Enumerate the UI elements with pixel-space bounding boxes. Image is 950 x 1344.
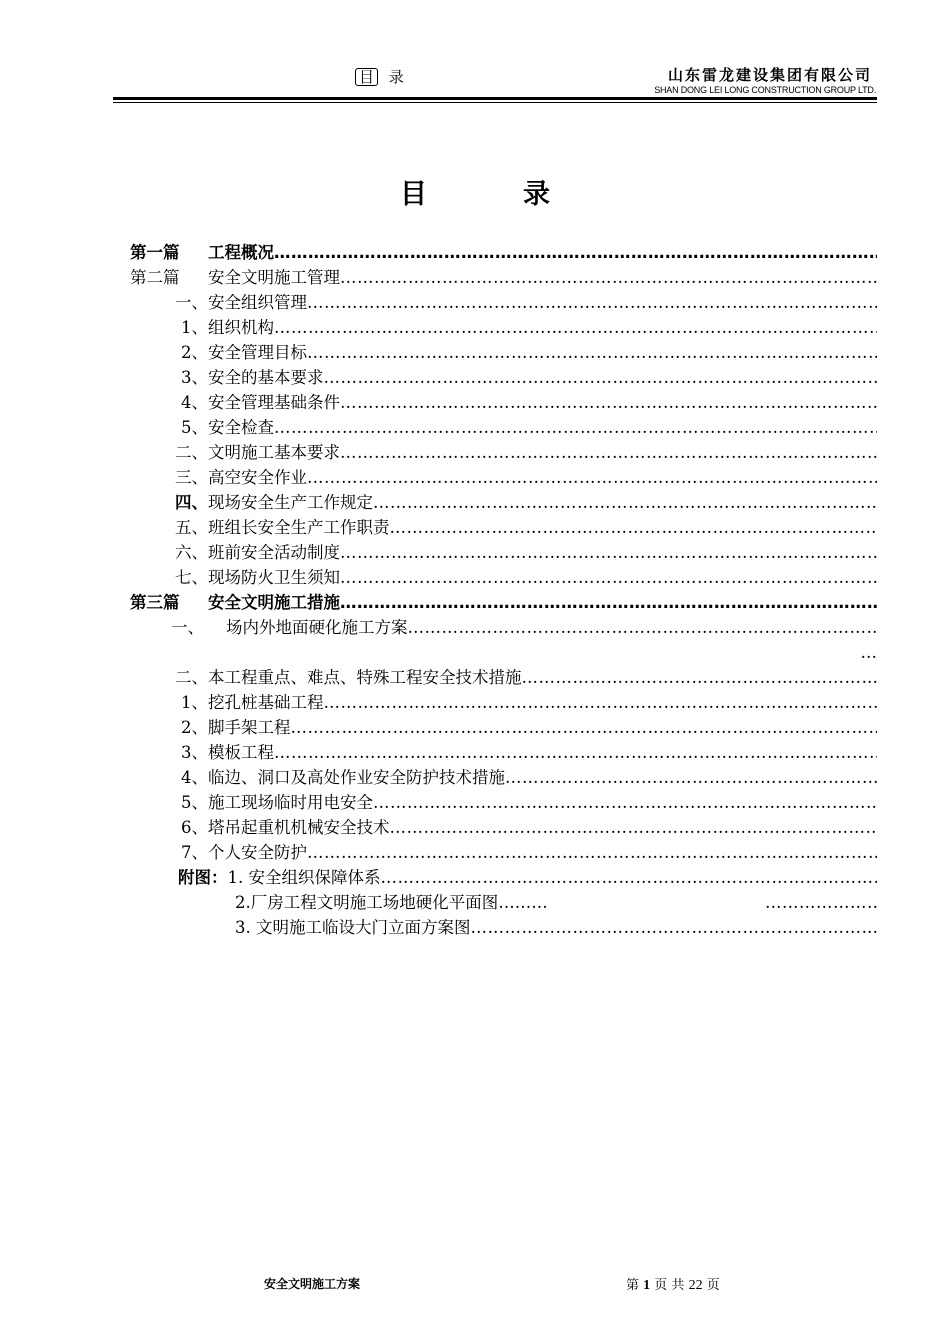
toc-leader	[274, 315, 877, 340]
toc-prefix: 7、	[181, 843, 208, 862]
toc-text: 组织机构	[208, 318, 274, 337]
page-title-char1: 目	[400, 179, 427, 210]
toc-text: 塔吊起重机机械安全技术	[208, 818, 390, 837]
toc-leader	[307, 340, 877, 365]
toc-text: 现场安全生产工作规定	[208, 493, 373, 512]
toc-prefix: 三、	[175, 468, 208, 487]
toc-leader	[324, 690, 878, 715]
toc-entry[interactable]	[130, 565, 877, 590]
table-of-contents	[130, 240, 877, 940]
toc-prefix: 附图：	[178, 868, 228, 887]
header-rule-thick	[113, 97, 877, 100]
toc-prefix: 二、	[175, 443, 208, 462]
toc-entry[interactable]	[130, 515, 877, 540]
toc-prefix: 2、	[181, 343, 208, 362]
toc-entry[interactable]	[130, 590, 877, 615]
footer-doc-name: 安全文明施工方案	[264, 1277, 361, 1291]
toc-text: 安全管理目标	[208, 343, 307, 362]
toc-entry[interactable]	[130, 665, 877, 690]
footer-page-mid: 页 共	[654, 1278, 685, 1293]
page-title-char2: 录	[523, 179, 550, 210]
toc-entry[interactable]	[130, 790, 877, 815]
page-title	[0, 172, 950, 211]
toc-entry[interactable]	[130, 715, 877, 740]
toc-leader	[373, 490, 877, 515]
toc-leader	[340, 265, 877, 290]
toc-leader	[390, 815, 878, 840]
toc-text: 挖孔桩基础工程	[208, 693, 324, 712]
toc-prefix: 1、	[181, 318, 208, 337]
toc-text: 现场防火卫生须知	[208, 568, 340, 587]
toc-prefix: 2、	[181, 718, 208, 737]
toc-entry[interactable]	[130, 865, 877, 890]
toc-text: 安全组织管理	[208, 293, 307, 312]
header-section-char2: 录	[388, 68, 410, 86]
toc-text: 工程概况	[208, 243, 274, 262]
toc-leader	[381, 865, 878, 890]
toc-text: 2.厂房工程文明施工场地硬化平面图	[235, 893, 499, 912]
toc-entry[interactable]	[130, 390, 877, 415]
toc-prefix: 1、	[181, 693, 208, 712]
header-section-char1: 目	[355, 68, 378, 86]
toc-entry[interactable]	[130, 315, 877, 340]
toc-entry[interactable]	[130, 765, 877, 790]
toc-text: 班前安全活动制度	[208, 543, 340, 562]
toc-prefix: 5、	[181, 793, 208, 812]
toc-prefix: 四、	[175, 493, 208, 512]
toc-leader	[340, 390, 877, 415]
toc-leader	[307, 290, 877, 315]
toc-leader	[340, 590, 877, 615]
toc-entry[interactable]	[130, 815, 877, 840]
toc-leader	[505, 765, 877, 790]
toc-entry[interactable]	[130, 740, 877, 765]
toc-prefix: 七、	[175, 568, 208, 587]
toc-prefix: 五、	[175, 518, 208, 537]
toc-prefix: 二、	[175, 668, 208, 687]
toc-leader	[765, 890, 877, 915]
toc-entry[interactable]	[130, 615, 877, 640]
toc-entry[interactable]	[130, 465, 877, 490]
toc-entry[interactable]	[130, 690, 877, 715]
toc-prefix: 3、	[181, 368, 208, 387]
toc-text: 高空安全作业	[208, 468, 307, 487]
toc-leader	[274, 740, 877, 765]
toc-leader	[522, 665, 878, 690]
toc-leader	[340, 565, 877, 590]
toc-text: 施工现场临时用电安全	[208, 793, 373, 812]
toc-entry[interactable]	[130, 890, 877, 915]
toc-entry[interactable]	[130, 840, 877, 865]
toc-entry[interactable]	[130, 915, 877, 940]
footer-page-number	[626, 1274, 720, 1294]
toc-prefix: 4、	[181, 768, 208, 787]
toc-text: 临边、洞口及高处作业安全防护技术措施	[208, 768, 505, 787]
toc-entry[interactable]	[130, 415, 877, 440]
toc-leader	[340, 440, 877, 465]
toc-entry[interactable]	[130, 290, 877, 315]
toc-text: 1. 安全组织保障体系	[227, 868, 381, 887]
toc-text: 安全文明施工管理	[208, 268, 340, 287]
toc-text: 安全的基本要求	[208, 368, 324, 387]
toc-text: 脚手架工程	[208, 718, 291, 737]
toc-text: 班组长安全生产工作职责	[208, 518, 390, 537]
toc-prefix: 一、	[175, 293, 208, 312]
toc-prefix: 4、	[181, 393, 208, 412]
toc-leader	[340, 540, 877, 565]
toc-entry[interactable]	[130, 365, 877, 390]
toc-text: 本工程重点、难点、特殊工程安全技术措施	[208, 668, 522, 687]
toc-prefix: 5、	[181, 418, 208, 437]
toc-text: 个人安全防护	[208, 843, 307, 862]
toc-prefix: 6、	[181, 818, 208, 837]
toc-prefix: 3、	[181, 743, 208, 762]
toc-prefix: 第二篇	[130, 268, 180, 287]
toc-text: 场内外地面硬化施工方案	[226, 618, 408, 637]
footer-page-prefix: 第	[626, 1278, 640, 1293]
toc-text: 安全管理基础条件	[208, 393, 340, 412]
toc-leader	[274, 240, 877, 265]
toc-continuation-dots: …	[860, 643, 877, 662]
toc-short-leader: ………	[498, 893, 548, 912]
toc-leader	[291, 715, 878, 740]
header-section-label	[355, 66, 410, 87]
footer-page-suffix: 页	[706, 1278, 720, 1293]
toc-continuation	[130, 640, 877, 665]
toc-prefix: 六、	[175, 543, 208, 562]
toc-text: 安全文明施工措施	[208, 593, 340, 612]
toc-prefix: 第三篇	[130, 593, 180, 612]
company-name-en: SHAN DONG LEI LONG CONSTRUCTION GROUP LTD.	[654, 85, 876, 95]
toc-leader	[390, 515, 878, 540]
toc-text: 文明施工基本要求	[208, 443, 340, 462]
toc-entry[interactable]	[130, 440, 877, 465]
toc-entry[interactable]	[130, 540, 877, 565]
header-rule-thin	[113, 102, 877, 103]
toc-prefix: 一、	[171, 618, 204, 637]
toc-text: 模板工程	[208, 743, 274, 762]
toc-text: 3. 文明施工临设大门立面方案图	[235, 918, 471, 937]
toc-prefix: 第一篇	[130, 243, 180, 262]
toc-leader	[274, 415, 877, 440]
toc-leader	[324, 365, 878, 390]
toc-leader	[373, 790, 877, 815]
toc-text: 安全检查	[208, 418, 274, 437]
toc-entry[interactable]	[130, 240, 877, 265]
toc-leader	[408, 615, 878, 640]
toc-leader	[471, 915, 878, 940]
toc-entry[interactable]	[130, 490, 877, 515]
company-name-cn: 山东雷龙建设集团有限公司	[667, 66, 872, 84]
toc-entry[interactable]	[130, 340, 877, 365]
toc-leader	[307, 840, 877, 865]
toc-entry[interactable]	[130, 265, 877, 290]
footer-page-total: 22	[688, 1278, 703, 1293]
footer-page-current: 1	[643, 1278, 651, 1293]
toc-leader	[307, 465, 877, 490]
